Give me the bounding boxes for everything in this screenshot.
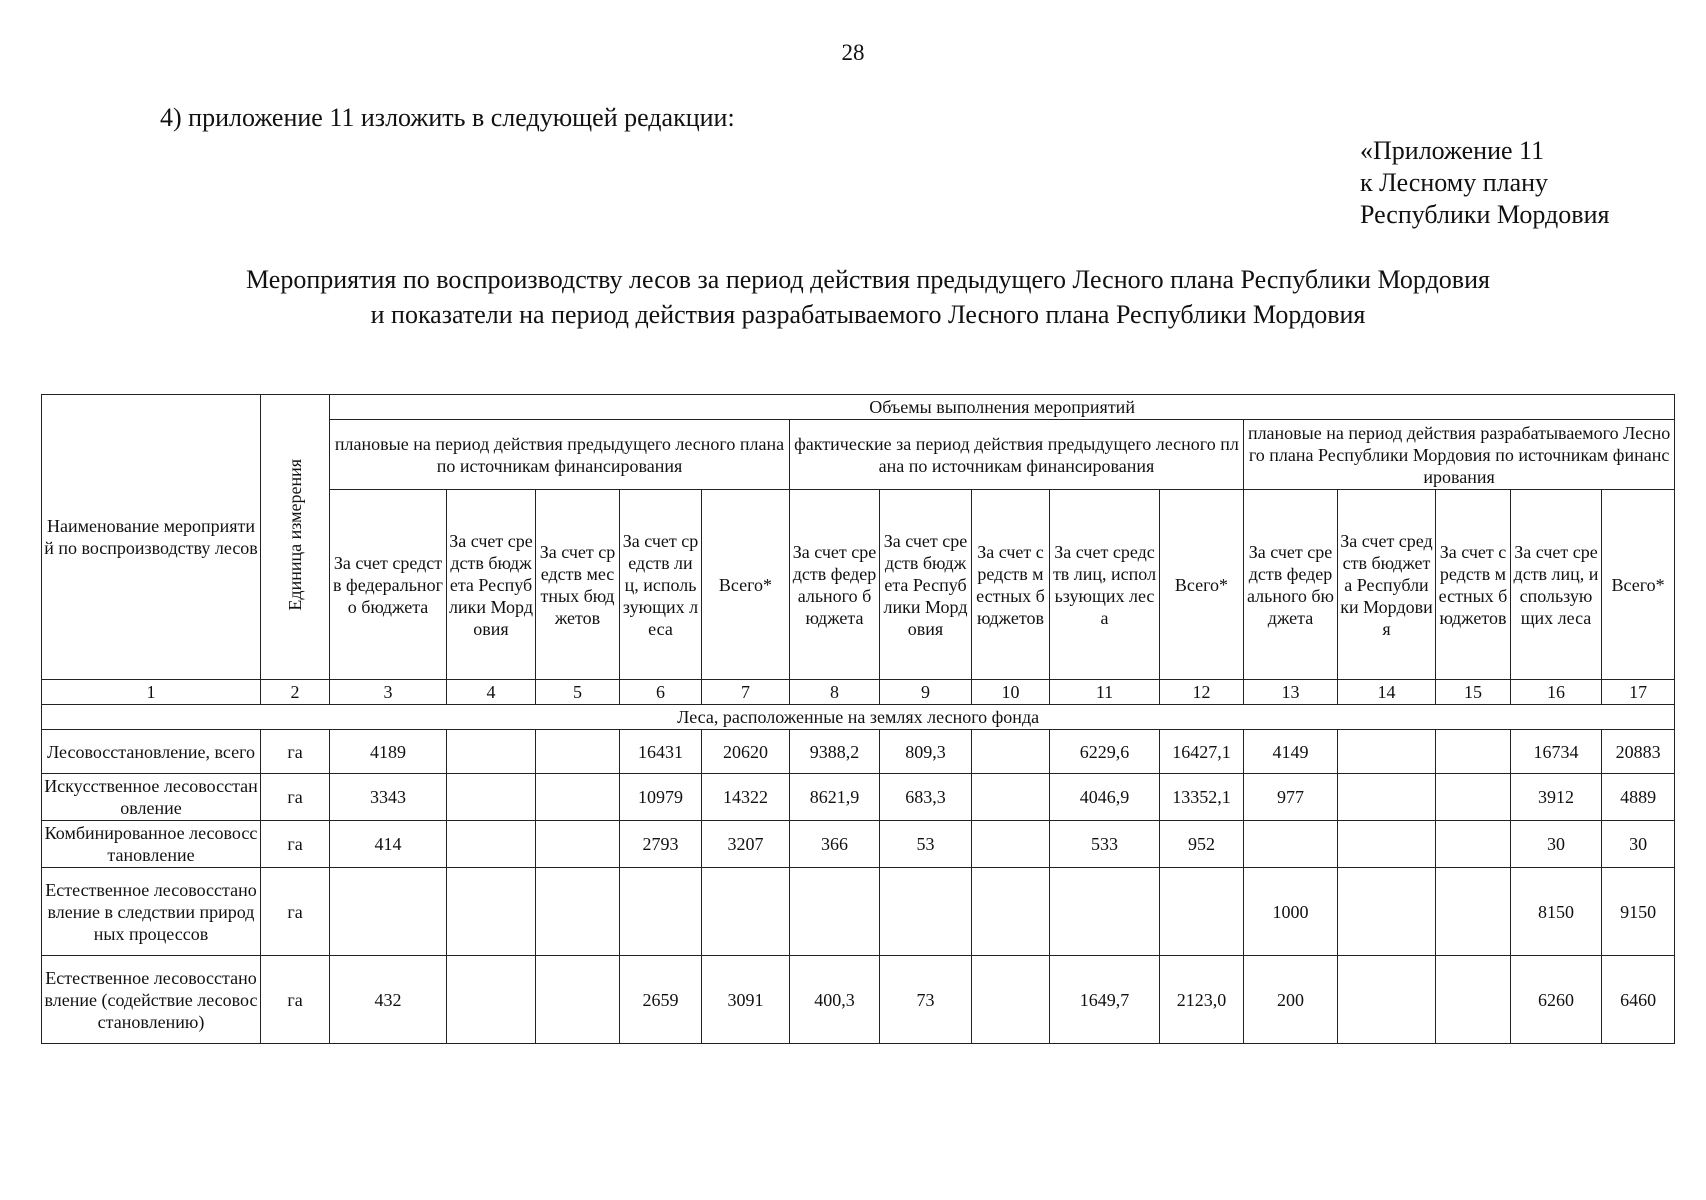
row-name: Комбинированное лесовосстановление bbox=[42, 821, 261, 868]
header-group-planned-new: плановые на период действия разрабатываемого Лесного плана Республики Мордовия по источникам финансирования bbox=[1244, 420, 1675, 490]
column-number: 16 bbox=[1511, 680, 1602, 705]
column-number: 15 bbox=[1436, 680, 1511, 705]
column-number: 8 bbox=[790, 680, 880, 705]
table-cell: 73 bbox=[880, 956, 972, 1044]
table-cell bbox=[447, 774, 536, 821]
subheader-source: За счет средств местных бюджетов bbox=[972, 490, 1050, 680]
table-cell bbox=[972, 821, 1050, 868]
subheader-source: За счет средств местных бюджетов bbox=[536, 490, 620, 680]
table-cell: 3343 bbox=[330, 774, 447, 821]
subheader-source: За счет средств бюджета Республики Мордовия bbox=[447, 490, 536, 680]
appendix-line: к Лесному плану bbox=[1360, 168, 1549, 197]
table-cell: 683,3 bbox=[880, 774, 972, 821]
table-cell bbox=[1338, 774, 1436, 821]
table-cell: 977 bbox=[1244, 774, 1338, 821]
table-cell: 13352,1 bbox=[1160, 774, 1244, 821]
table-cell bbox=[1338, 821, 1436, 868]
table-cell bbox=[1050, 868, 1160, 956]
table-cell bbox=[1436, 774, 1511, 821]
subheader-source: За счет средств лиц, использующих леса bbox=[1050, 490, 1160, 680]
table-cell bbox=[536, 868, 620, 956]
table-cell: 6260 bbox=[1511, 956, 1602, 1044]
table-cell bbox=[536, 821, 620, 868]
table-cell bbox=[536, 774, 620, 821]
row-unit: га bbox=[261, 868, 330, 956]
row-name: Естественное лесовосстановление (содействие лесовосстановлению) bbox=[42, 956, 261, 1044]
column-number: 10 bbox=[972, 680, 1050, 705]
table-cell bbox=[972, 956, 1050, 1044]
column-number: 5 bbox=[536, 680, 620, 705]
column-number: 7 bbox=[702, 680, 790, 705]
header-unit bbox=[261, 395, 330, 680]
table-cell: 432 bbox=[330, 956, 447, 1044]
table-cell: 2659 bbox=[620, 956, 702, 1044]
table-cell: 366 bbox=[790, 821, 880, 868]
row-name: Естественное лесовосстановление в следствии природных процессов bbox=[42, 868, 261, 956]
subheader-source: За счет средств лиц, использующих леса bbox=[1511, 490, 1602, 680]
table-cell: 1000 bbox=[1244, 868, 1338, 956]
table-cell bbox=[1244, 821, 1338, 868]
table-cell bbox=[1436, 821, 1511, 868]
column-number: 17 bbox=[1602, 680, 1675, 705]
column-number: 13 bbox=[1244, 680, 1338, 705]
table-cell bbox=[620, 868, 702, 956]
table-cell: 30 bbox=[1602, 821, 1675, 868]
instruction-text: 4) приложение 11 изложить в следующей редакции: bbox=[160, 103, 735, 132]
table-cell bbox=[972, 868, 1050, 956]
table-cell bbox=[1338, 730, 1436, 774]
appendix-line: Республики Мордовия bbox=[1360, 200, 1610, 229]
table-cell: 200 bbox=[1244, 956, 1338, 1044]
subheader-source: За счет средств федерального бюджета bbox=[1244, 490, 1338, 680]
title-line: и показатели на период действия разрабатываемого Лесного плана Республики Мордовия bbox=[370, 300, 1366, 329]
column-number: 11 bbox=[1050, 680, 1160, 705]
table-cell: 2793 bbox=[620, 821, 702, 868]
table-cell bbox=[1338, 868, 1436, 956]
title-line: Мероприятия по воспроизводству лесов за период действия предыдущего Лесного плана Республики Мордовия bbox=[246, 265, 1490, 294]
reforestation-table bbox=[41, 394, 1675, 1044]
table-cell: 414 bbox=[330, 821, 447, 868]
table-cell bbox=[790, 868, 880, 956]
subheader-source: За счет средств местных бюджетов bbox=[1436, 490, 1511, 680]
column-number: 2 bbox=[261, 680, 330, 705]
table-cell bbox=[447, 730, 536, 774]
table-cell bbox=[447, 821, 536, 868]
table-cell bbox=[972, 774, 1050, 821]
section-header: Леса, расположенные на землях лесного фонда bbox=[42, 705, 1675, 730]
page-number: 28 bbox=[841, 40, 865, 65]
table-cell bbox=[1160, 868, 1244, 956]
row-name: Лесовосстановление, всего bbox=[42, 730, 261, 774]
header-unit-label: Единица измерения bbox=[285, 458, 305, 611]
table-cell bbox=[1436, 730, 1511, 774]
table-cell bbox=[536, 730, 620, 774]
table-cell: 16431 bbox=[620, 730, 702, 774]
table-cell: 20883 bbox=[1602, 730, 1675, 774]
table-cell: 4889 bbox=[1602, 774, 1675, 821]
subheader-source: За счет средств лиц, использующих леса bbox=[620, 490, 702, 680]
table-cell: 30 bbox=[1511, 821, 1602, 868]
column-number: 6 bbox=[620, 680, 702, 705]
table-cell: 20620 bbox=[702, 730, 790, 774]
table-cell: 3207 bbox=[702, 821, 790, 868]
column-number: 3 bbox=[330, 680, 447, 705]
table-row bbox=[42, 868, 1675, 956]
table-cell: 400,3 bbox=[790, 956, 880, 1044]
table-cell bbox=[972, 730, 1050, 774]
appendix-line: «Приложение 11 bbox=[1360, 136, 1545, 165]
table-cell bbox=[1338, 956, 1436, 1044]
table-cell bbox=[330, 868, 447, 956]
subheader-source: За счет средств бюджета Республики Мордовия bbox=[1338, 490, 1436, 680]
table-cell: 6460 bbox=[1602, 956, 1675, 1044]
table-cell: 1649,7 bbox=[1050, 956, 1160, 1044]
subheader-source: Всего* bbox=[1160, 490, 1244, 680]
table-row bbox=[42, 730, 1675, 774]
header-group-actual-prev: фактические за период действия предыдущего лесного плана по источникам финансирования bbox=[790, 420, 1244, 490]
table-cell: 14322 bbox=[702, 774, 790, 821]
table-cell: 4149 bbox=[1244, 730, 1338, 774]
table-cell: 4046,9 bbox=[1050, 774, 1160, 821]
table-cell: 10979 bbox=[620, 774, 702, 821]
subheader-source: Всего* bbox=[1602, 490, 1675, 680]
row-unit: га bbox=[261, 821, 330, 868]
table-cell: 809,3 bbox=[880, 730, 972, 774]
table-cell: 8150 bbox=[1511, 868, 1602, 956]
table-cell: 4189 bbox=[330, 730, 447, 774]
document-title bbox=[0, 262, 1706, 332]
table-cell: 9388,2 bbox=[790, 730, 880, 774]
column-number: 9 bbox=[880, 680, 972, 705]
row-unit: га bbox=[261, 774, 330, 821]
table-row bbox=[42, 956, 1675, 1044]
table-cell: 9150 bbox=[1602, 868, 1675, 956]
table-cell: 533 bbox=[1050, 821, 1160, 868]
table-cell bbox=[880, 868, 972, 956]
table-cell bbox=[536, 956, 620, 1044]
table-cell: 3091 bbox=[702, 956, 790, 1044]
header-volumes: Объемы выполнения мероприятий bbox=[330, 395, 1675, 420]
column-number: 12 bbox=[1160, 680, 1244, 705]
appendix-caption bbox=[1360, 135, 1609, 231]
header-name: Наименование мероприятий по воспроизводству лесов bbox=[42, 395, 261, 680]
table-row bbox=[42, 821, 1675, 868]
subheader-source: Всего* bbox=[702, 490, 790, 680]
table-cell: 2123,0 bbox=[1160, 956, 1244, 1044]
column-number: 4 bbox=[447, 680, 536, 705]
column-number: 1 bbox=[42, 680, 261, 705]
table-cell bbox=[702, 868, 790, 956]
table-cell: 6229,6 bbox=[1050, 730, 1160, 774]
header-group-planned-prev: плановые на период действия предыдущего лесного плана по источникам финансирования bbox=[330, 420, 790, 490]
table-cell bbox=[1436, 868, 1511, 956]
table-cell: 16734 bbox=[1511, 730, 1602, 774]
table-cell: 952 bbox=[1160, 821, 1244, 868]
table-cell: 16427,1 bbox=[1160, 730, 1244, 774]
row-unit: га bbox=[261, 956, 330, 1044]
subheader-source: За счет средств федерального бюджета bbox=[330, 490, 447, 680]
table-cell: 8621,9 bbox=[790, 774, 880, 821]
subheader-source: За счет средств федерального бюджета bbox=[790, 490, 880, 680]
table-cell bbox=[447, 956, 536, 1044]
table-cell bbox=[1436, 956, 1511, 1044]
table-row bbox=[42, 774, 1675, 821]
table-cell: 3912 bbox=[1511, 774, 1602, 821]
column-number: 14 bbox=[1338, 680, 1436, 705]
table-cell: 53 bbox=[880, 821, 972, 868]
row-name: Искусственное лесовосстановление bbox=[42, 774, 261, 821]
table-cell bbox=[447, 868, 536, 956]
row-unit: га bbox=[261, 730, 330, 774]
subheader-source: За счет средств бюджета Республики Мордовия bbox=[880, 490, 972, 680]
